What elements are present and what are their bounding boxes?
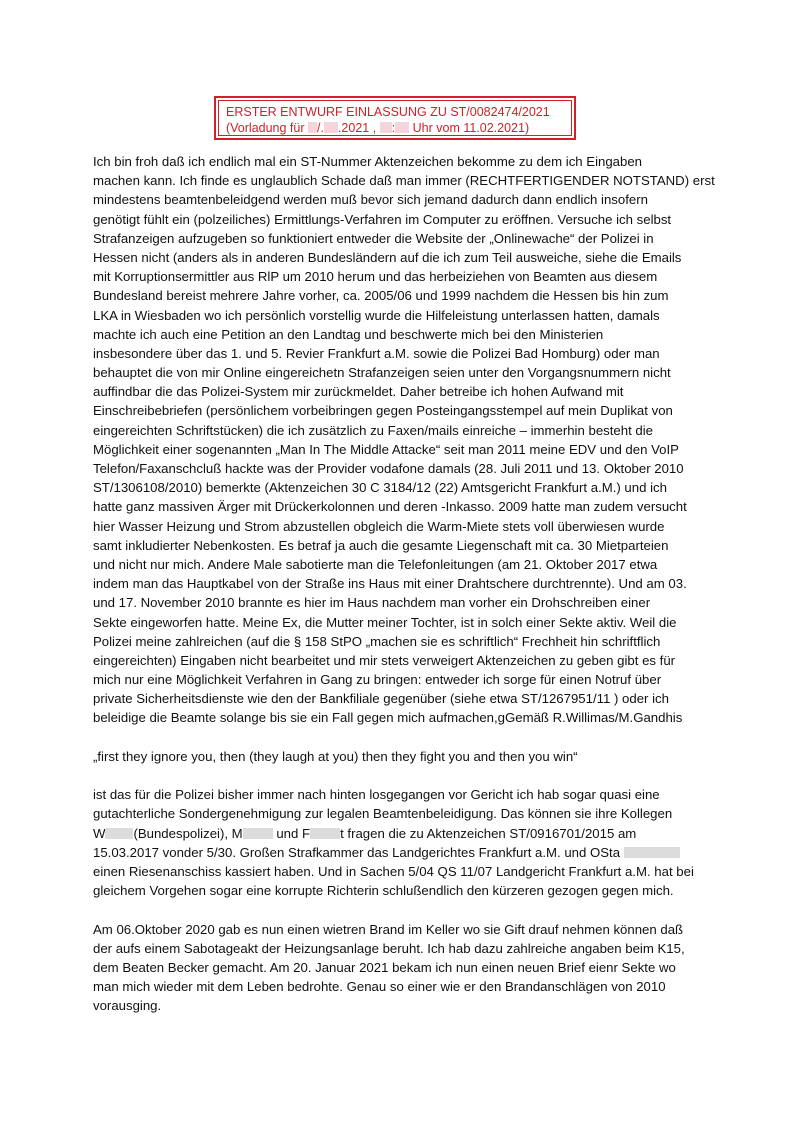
text-line: dem Beaten Becker gemacht. Am 20. Januar 2021 bekam ich nun einen neuen Brief eienr Sekte wo — [93, 959, 676, 975]
text-line: ist das für die Polizei bisher immer nach hinten losgegangen vor Gericht ich hab sogar quasi eine — [93, 787, 660, 803]
text-line: vorausging. — [93, 998, 162, 1014]
title-line-2-sep2: : — [391, 121, 396, 135]
quote-line: „first they ignore you, then (they laugh at you) then they fight you and then you win“ — [93, 748, 578, 764]
text-line: Hessen nicht (anders als in anderen Bundesländern auf die ich zum Teil ausweiche, siehe die Emails — [93, 249, 682, 265]
text-line: insbesondere über das 1. und 5. Revier Frankfurt a.M. sowie die Polizei Bad Homburg) oder man — [93, 345, 660, 361]
text-line: gutachterliche Sondergenehmigung zur legalen Beamtenbeleidigung. Das können sie ihre Kollegen — [93, 806, 673, 822]
text-line: beleidige die Beamte solange bis sie ein Fall gegen mich aufmachen,gGemäß R.Willimas/M.Gandhis — [93, 710, 683, 726]
text-line: und 17. November 2010 brannte es hier im Haus nachdem man vorher ein Drohschreiben einer — [93, 595, 651, 611]
document-body — [93, 152, 715, 1015]
text-fragment: t fragen die zu Aktenzeichen ST/0916701/2015 am — [340, 825, 637, 841]
title-line-2-prefix: (Vorladung für — [226, 121, 308, 135]
text-line: samt inkludierter Nebenkosten. Es betraf ja auch die gesamte Liegenschaft mit ca. 30 Mietparteien — [93, 537, 669, 553]
redacted-region — [243, 828, 273, 839]
title-line-2-suffix: Uhr vom 11.02.2021) — [412, 121, 530, 135]
redacted-region — [310, 828, 340, 839]
title-line-2-sep1: /. — [317, 121, 324, 135]
text-line: der aufs einem Sabotageakt der Heizungsanlage beruht. Ich hab dazu zahlreiche angaben beim K15, — [93, 940, 685, 956]
text-line: genötigt fühlt ein (polzeiliches) Ermittlungs-Verfahren im Computer zu eröffnen. Versuche ich selbst — [93, 211, 672, 227]
text-line: machte ich auch eine Petition an den Landtag und beschwerte mich bei den Ministerien — [93, 326, 604, 342]
text-line: indem man das Hauptkabel von der Straße ins Haus mit einer Drahtschere durchtrennte). Und am 03. — [93, 576, 687, 592]
text-line: Telefon/Faxanschcluß hackte was der Provider vodafone damals (28. Juli 2011 und 13. Oktober 2010 — [93, 461, 684, 476]
redacted-region — [308, 122, 317, 133]
text-line: mich nur eine Möglichkeit Verfahren in Gang zu bringen: entweder ich sorge für einen Notruf über — [93, 672, 662, 688]
text-line: ST/1306108/2010) bemerkte (Aktenzeichen 30 C 3184/12 (22) Amtsgericht Frankfurt a.M.) und ich — [93, 480, 667, 496]
text-line: Ich bin froh daß ich endlich mal ein ST-Nummer Aktenzeichen bekomme zu dem ich Eingaben — [93, 154, 643, 169]
text-line: Am 06.Oktober 2020 gab es nun einen wietren Brand im Keller wo sie Gift drauf nehmen können daß — [93, 921, 684, 937]
paragraph-spacer — [93, 728, 705, 747]
text-line: man mich wieder mit dem Leben bedrohte. Genau so einer wie er den Brandanschlägen von 2010 — [93, 979, 666, 995]
text-line: hatte ganz massiven Ärger mit Drückerkolonnen und deren -Inkasso. 2009 hatte man zudem versucht — [93, 499, 687, 515]
text-line — [93, 843, 705, 862]
text-line: gleichem Vorgehen sogar eine korrupte Richterin schlußendlich den kürzeren gezogen gegen mich. — [93, 883, 674, 899]
text-line: machen kann. Ich finde es unglaublich Schade daß man immer (RECHTFERTIGENDER NOTSTAND) erst — [93, 173, 715, 189]
paragraph-spacer — [93, 900, 705, 919]
paragraph-2 — [93, 785, 705, 900]
paragraph-1 — [93, 152, 715, 728]
title-line-2 — [226, 120, 566, 136]
paragraph-3 — [93, 920, 705, 1016]
text-line: Sekte eingeworfen hatte. Meine Ex, die Mutter meiner Tochter, ist in solch einer Sekte aktiv. Weil die — [93, 614, 677, 630]
text-line — [93, 824, 705, 843]
text-fragment: (Bundespolizei), M — [133, 825, 243, 841]
title-line-1: ERSTER ENTWURF EINLASSUNG ZU ST/0082474/2021 — [226, 105, 550, 119]
text-line: Möglichkeit einer sogenannten „Man In The Middle Attacke“ seit man 2011 meine EDV und den VoIP — [93, 441, 679, 457]
text-line: eingereichten) Eingaben nicht bearbeitet und mir stets verweigert Aktenzeichen zu geben gibt es für — [93, 652, 676, 668]
text-line: Bundesland bereist mehrere Jahre vorher, ca. 2005/06 und 1999 nachdem die Hessen bis hin zum — [93, 288, 669, 304]
text-line: behauptet die von mir Online eingereichetn Strafanzeigen seien unter den Vorgangsnummern nicht — [93, 365, 671, 381]
redacted-region — [624, 847, 680, 858]
text-line: eingereichten Schriftstücken) die ich zusätzlich zu Faxen/mails einreiche – immerhin besteht die — [93, 422, 654, 438]
text-line: LKA in Wiesbaden wo ich persönlich vorstellig wurde die Hilfeleistung unterlassen hatten, damals — [93, 307, 660, 323]
text-line: und nicht nur mich. Andere Male sabotierte man die Telefonleitungen (am 21. Oktober 2017 etwa — [93, 556, 658, 572]
redacted-region — [324, 122, 338, 133]
paragraph-spacer — [93, 766, 705, 785]
redacted-region — [380, 122, 392, 133]
text-line: private Sicherheitsdienste wie den der Bankfiliale gegenüber (siehe etwa ST/1267951/11 ) oder ich — [93, 691, 669, 707]
title-line-2-date-suffix: .2021 , — [337, 121, 380, 135]
text-line: auffindbar die das Polizei-System mir zurückmeldet. Daher betreibe ich hohen Aufwand mit — [93, 384, 624, 400]
text-line: hier Wasser Heizung und Strom abzustellen obgleich die Warm-Miete stets voll überwiesen wurde — [93, 518, 665, 534]
text-line: Einschreibebriefen (persönlichem vorbeibringen gegen Posteingangsstempel auf mein Duplikat von — [93, 403, 673, 419]
text-fragment: W — [93, 825, 106, 841]
text-line: mit Korruptionsermittler aus RlP um 2010 herum und das herbeiziehen von Beamten aus diesem — [93, 269, 658, 285]
document-title-box — [214, 96, 576, 140]
redacted-region — [105, 828, 133, 839]
text-line: einen Riesenanschiss kassiert haben. Und in Sachen 5/04 QS 11/07 Landgericht Frankfurt a.M. hat bei — [93, 863, 694, 879]
text-fragment: und F — [276, 825, 311, 841]
text-line: mindestens beamtenbeleidgend werden muß bevor sich jemand dadurch dann endlich insofern — [93, 192, 648, 208]
text-fragment: 15.03.2017 vonder 5/30. Großen Strafkammer das Landgerichtes Frankfurt a.M. und OSta — [93, 844, 621, 860]
text-line: Polizei meine zahlreichen (auf die § 158 StPO „machen sie es schriftlich“ Frechheit hin schriftflich — [93, 633, 661, 649]
text-line: Strafanzeigen aufzugeben so funktioniert entweder die Website der „Onlinewache“ der Polizei in — [93, 230, 654, 246]
redacted-region — [395, 122, 409, 133]
